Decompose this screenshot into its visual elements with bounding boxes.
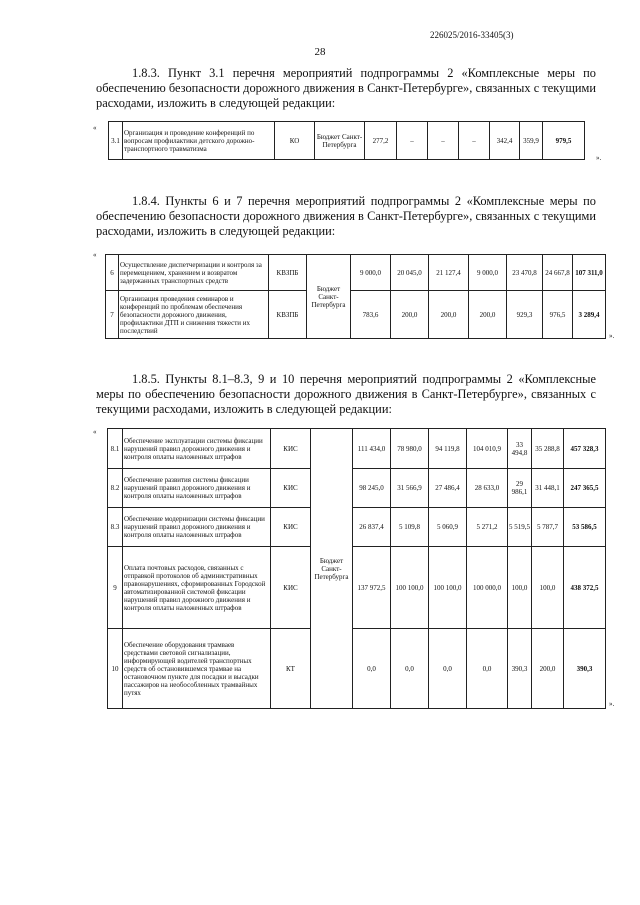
document-number: 226025/2016-33405(3) (430, 30, 514, 40)
row-number: 8.3 (108, 508, 123, 547)
value-cell: 5 109,8 (391, 508, 429, 547)
table-row (108, 629, 606, 709)
table-items-8-10 (107, 428, 606, 709)
page-number: 28 (314, 46, 326, 58)
value-cell: – (459, 122, 490, 160)
value-cell: 342,4 (490, 122, 520, 160)
funding-source: Бюджет Санкт-Петербурга (315, 122, 365, 160)
value-cell: 9 000,0 (351, 255, 391, 291)
value-cell: 100 000,0 (467, 547, 508, 629)
value-cell: 200,0 (469, 291, 507, 339)
table-row (109, 122, 585, 160)
funding-source: Бюджет Санкт-Петербурга (311, 429, 353, 709)
row-number: 8.1 (108, 429, 123, 469)
table-item-3-1 (108, 121, 585, 160)
value-cell: 929,3 (507, 291, 543, 339)
table-row (108, 508, 606, 547)
value-cell: 98 245,0 (353, 469, 391, 508)
row-number: 9 (108, 547, 123, 629)
value-cell: 100 100,0 (391, 547, 429, 629)
activity-name: Организация и проведение конференций по вопросам профилактики детского дорожно-транспортного травматизма (123, 122, 275, 160)
value-cell: 78 980,0 (391, 429, 429, 469)
total-cell: 247 365,5 (564, 469, 606, 508)
quote-close: ». (609, 700, 615, 708)
row-number: 10 (108, 629, 123, 709)
value-cell: 35 288,8 (532, 429, 564, 469)
executor: КО (275, 122, 315, 160)
value-cell: 0,0 (391, 629, 429, 709)
value-cell: – (397, 122, 428, 160)
activity-name: Обеспечение эксплуатации системы фиксации нарушений правил дорожного движения и контроля оплаты наложенных штрафов (123, 429, 271, 469)
paragraph-1-8-3: 1.8.3. Пункт 3.1 перечня мероприятий подпрограммы 2 «Комплексные меры по обеспечению безопасности дорожного движения в Санкт-Петербурге», связанных с текущими расходами, изложить в следующей редакции: (96, 66, 596, 110)
quote-close: ». (596, 154, 602, 162)
executor: КВЗПБ (269, 255, 307, 291)
value-cell: – (428, 122, 459, 160)
value-cell: 26 837,4 (353, 508, 391, 547)
value-cell: 9 000,0 (469, 255, 507, 291)
value-cell: 0,0 (467, 629, 508, 709)
table-row (106, 291, 606, 339)
executor: КТ (271, 629, 311, 709)
value-cell: 0,0 (429, 629, 467, 709)
total-cell: 53 586,5 (564, 508, 606, 547)
value-cell: 33 494,8 (508, 429, 532, 469)
executor: КИС (271, 429, 311, 469)
value-cell: 94 119,8 (429, 429, 467, 469)
table-row (108, 547, 606, 629)
value-cell: 277,2 (365, 122, 397, 160)
activity-name: Оплата почтовых расходов, связанных с отправкой протоколов об административных правонарушениях, сформированных Городской автоматизированной системой фиксации нарушений правил дорожного движения и контроля оплаты наложенных штрафов (123, 547, 271, 629)
value-cell: 31 448,1 (532, 469, 564, 508)
value-cell: 24 667,8 (543, 255, 573, 291)
value-cell: 359,9 (520, 122, 543, 160)
executor: КИС (271, 469, 311, 508)
row-number: 6 (106, 255, 119, 291)
value-cell: 5 519,5 (508, 508, 532, 547)
value-cell: 104 010,9 (467, 429, 508, 469)
funding-source: Бюджет Санкт-Петербурга (307, 255, 351, 339)
paragraph-1-8-4: 1.8.4. Пункты 6 и 7 перечня мероприятий подпрограммы 2 «Комплексные меры по обеспечению безопасности дорожного движения в Санкт-Петербурге», связанных с текущими расходами, изложить в следующей редакции: (96, 194, 596, 238)
total-cell: 979,5 (543, 122, 585, 160)
total-cell: 107 311,0 (573, 255, 606, 291)
value-cell: 27 486,4 (429, 469, 467, 508)
activity-name: Обеспечение развития системы фиксации нарушений правил дорожного движения и контроля оплаты наложенных штрафов (123, 469, 271, 508)
activity-name: Организация проведения семинаров и конференций по проблемам обеспечения безопасности дорожного движения, профилактики ДТП и снижения тяжести их последствий (119, 291, 269, 339)
value-cell: 100,0 (508, 547, 532, 629)
row-number: 7 (106, 291, 119, 339)
table-items-6-7 (105, 254, 606, 339)
quote-open: « (93, 124, 97, 132)
value-cell: 5 060,9 (429, 508, 467, 547)
table-row (106, 255, 606, 291)
table-row (108, 429, 606, 469)
value-cell: 783,6 (351, 291, 391, 339)
value-cell: 976,5 (543, 291, 573, 339)
quote-open: « (93, 428, 97, 436)
total-cell: 438 372,5 (564, 547, 606, 629)
executor: КИС (271, 508, 311, 547)
value-cell: 100 100,0 (429, 547, 467, 629)
activity-name: Осуществление диспетчеризации и контроля за перемещением, хранением и возвратом задержанных транспортных средств (119, 255, 269, 291)
value-cell: 5 271,2 (467, 508, 508, 547)
value-cell: 21 127,4 (429, 255, 469, 291)
value-cell: 137 972,5 (353, 547, 391, 629)
value-cell: 390,3 (508, 629, 532, 709)
total-cell: 390,3 (564, 629, 606, 709)
row-number: 3.1 (109, 122, 123, 160)
table-row (108, 469, 606, 508)
executor: КИС (271, 547, 311, 629)
activity-name: Обеспечение модернизации системы фиксации нарушений правил дорожного движения и контроля оплаты наложенных штрафов (123, 508, 271, 547)
value-cell: 200,0 (391, 291, 429, 339)
total-cell: 457 328,3 (564, 429, 606, 469)
activity-name: Обеспечение оборудования трамваев средствами световой сигнализации, информирующей водителей транспортных средств об остановившемся трамвае на остановочном пункте для посадки и высадки пассажиров на необособленных трамвайных путях (123, 629, 271, 709)
value-cell: 100,0 (532, 547, 564, 629)
value-cell: 200,0 (532, 629, 564, 709)
value-cell: 23 470,8 (507, 255, 543, 291)
value-cell: 28 633,0 (467, 469, 508, 508)
value-cell: 5 787,7 (532, 508, 564, 547)
value-cell: 29 986,1 (508, 469, 532, 508)
quote-open: « (93, 251, 97, 259)
value-cell: 0,0 (353, 629, 391, 709)
value-cell: 31 566,9 (391, 469, 429, 508)
row-number: 8.2 (108, 469, 123, 508)
executor: КВЗПБ (269, 291, 307, 339)
value-cell: 20 045,0 (391, 255, 429, 291)
value-cell: 200,0 (429, 291, 469, 339)
value-cell: 111 434,0 (353, 429, 391, 469)
paragraph-1-8-5: 1.8.5. Пункты 8.1–8.3, 9 и 10 перечня мероприятий подпрограммы 2 «Комплексные меры по обеспечению безопасности дорожного движения в Санкт-Петербурге», связанных с текущими расходами, изложить в следующей редакции: (96, 372, 596, 416)
total-cell: 3 289,4 (573, 291, 606, 339)
quote-close: ». (609, 332, 615, 340)
